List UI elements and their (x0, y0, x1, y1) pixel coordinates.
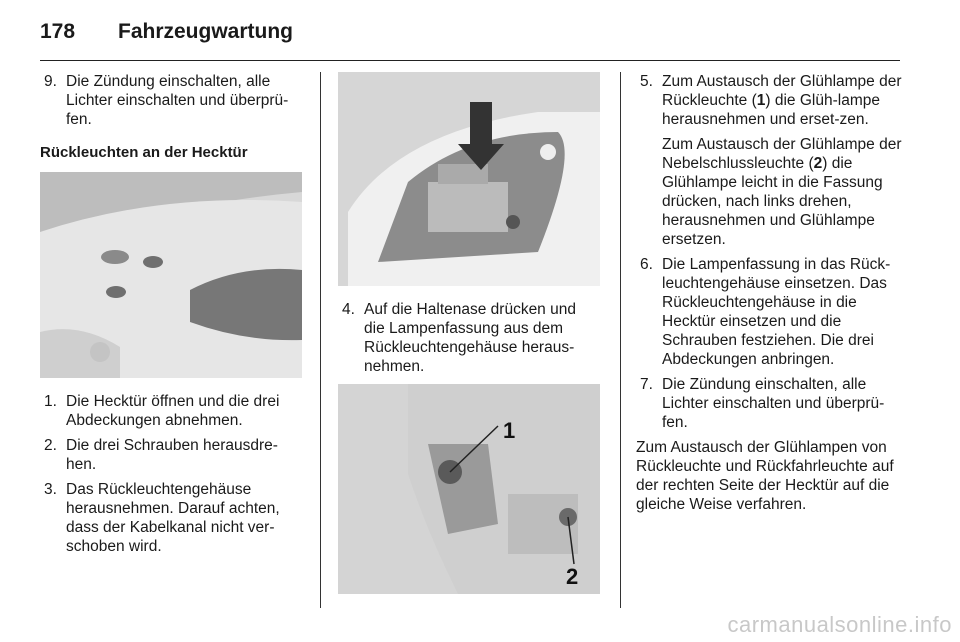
step-number: 3. (44, 481, 57, 498)
watermark: carmanualsonline.info (727, 612, 952, 637)
step-6 (636, 255, 902, 369)
step-number: 1. (44, 393, 57, 410)
step-text: Die Zündung einschalten, alle Lichter einschalten und überprü-fen. (66, 73, 289, 128)
figure-label-1: 1 (503, 418, 516, 443)
step-text: Die Lampenfassung in das Rück-leuchtengehäuse einsetzen. Das Rückleuchtengehäuse in die Hecktür einsetzen und die Schrauben festziehen. Die drei Abdeckungen anbringen. (662, 256, 891, 368)
page-title: Fahrzeugwartung (118, 20, 294, 43)
callout-ref-2: 2 (813, 155, 823, 172)
closing-paragraph: Zum Austausch der Glühlampen von Rückleuchte und Rückfahrleuchte auf der rechten Seite der Hecktür auf die gleiche Weise verfahren. (636, 439, 894, 513)
column-divider-left (320, 72, 321, 608)
step-number: 5. (640, 73, 653, 90)
callout-ref-1: 1 (756, 92, 766, 109)
column-middle (338, 72, 600, 594)
step-text: Die Hecktür öffnen und die drei Abdeckungen abnehmen. (66, 393, 280, 429)
step-text: Auf die Haltenase drücken und die Lampenfassung aus dem Rückleuchtengehäuse heraus-nehmen. (364, 301, 576, 375)
step-3 (40, 480, 305, 556)
lamp-housing-figure (338, 72, 600, 286)
tailgate-figure (40, 172, 302, 378)
figure-label-2: 2 (566, 564, 579, 589)
step-9 (40, 72, 305, 129)
step-number: 6. (640, 256, 653, 273)
step-text: ) die Glüh-lampe herausnehmen und erset-zen. (662, 92, 880, 128)
step-number: 2. (44, 437, 57, 454)
bulb-socket-figure (338, 384, 600, 594)
step-4 (338, 300, 600, 376)
step-text: Zum Austausch der Glühlampe der Nebelschlussleuchte ( (662, 136, 902, 172)
step-text: Das Rückleuchtengehäuse herausnehmen. Darauf achten, dass der Kabelkanal nicht ver-schoben wird. (66, 481, 280, 555)
section-heading: Rückleuchten an der Hecktür (40, 144, 248, 161)
step-5 (636, 72, 902, 249)
step-text: Die drei Schrauben herausdre-hen. (66, 437, 278, 473)
step-text: Die Zündung einschalten, alle Lichter einschalten und überprü-fen. (662, 376, 885, 431)
page-header (40, 16, 900, 61)
step-5-paragraph-2 (662, 135, 902, 249)
step-text: ) die Glühlampe leicht in die Fassung drücken, nach links drehen, herausnehmen und Glühlampe ersetzen. (662, 155, 883, 248)
column-divider-right (620, 72, 621, 608)
step-1 (40, 392, 305, 430)
step-2 (40, 436, 305, 474)
step-text: Zum Austausch der Glühlampe der Rückleuchte ( (662, 73, 902, 109)
step-7 (636, 375, 902, 432)
column-right (636, 72, 902, 514)
step-number: 4. (342, 301, 355, 318)
page-number: 178 (40, 20, 76, 43)
column-left (40, 72, 305, 562)
step-5-paragraph-1 (662, 72, 902, 129)
step-number: 7. (640, 376, 653, 393)
step-number: 9. (44, 73, 57, 90)
